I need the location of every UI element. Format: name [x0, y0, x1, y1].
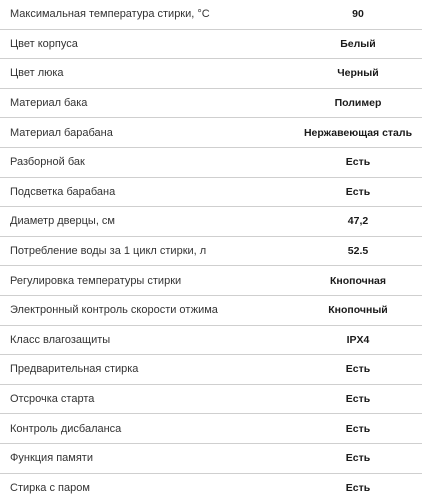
spec-label: Отсрочка старта — [0, 393, 298, 405]
spec-label: Предварительная стирка — [0, 363, 298, 375]
spec-row — [0, 385, 422, 415]
spec-value: Есть — [298, 156, 422, 168]
spec-label: Класс влагозащиты — [0, 334, 298, 346]
spec-label: Электронный контроль скорости отжима — [0, 304, 298, 316]
spec-row — [0, 326, 422, 356]
spec-row — [0, 207, 422, 237]
spec-row — [0, 89, 422, 119]
spec-label: Максимальная температура стирки, °С — [0, 8, 298, 20]
spec-row — [0, 0, 422, 30]
spec-row — [0, 266, 422, 296]
spec-row — [0, 414, 422, 444]
spec-value: 90 — [298, 8, 422, 20]
spec-value: Черный — [298, 67, 422, 79]
spec-label: Материал бака — [0, 97, 298, 109]
spec-row — [0, 178, 422, 208]
spec-value: Есть — [298, 363, 422, 375]
spec-label: Стирка с паром — [0, 482, 298, 494]
spec-row — [0, 59, 422, 89]
spec-label: Потребление воды за 1 цикл стирки, л — [0, 245, 298, 257]
spec-value: Нержавеющая сталь — [298, 127, 422, 139]
spec-value: IPX4 — [298, 334, 422, 346]
spec-row — [0, 148, 422, 178]
spec-row — [0, 355, 422, 385]
spec-label: Диаметр дверцы, см — [0, 215, 298, 227]
spec-value: Белый — [298, 38, 422, 50]
spec-label: Регулировка температуры стирки — [0, 275, 298, 287]
spec-label: Цвет люка — [0, 67, 298, 79]
spec-value: 52.5 — [298, 245, 422, 257]
spec-value: Есть — [298, 482, 422, 494]
spec-label: Цвет корпуса — [0, 38, 298, 50]
spec-row — [0, 444, 422, 474]
spec-value: Есть — [298, 452, 422, 464]
spec-value: Есть — [298, 393, 422, 405]
spec-value: Кнопочная — [298, 275, 422, 287]
spec-label: Контроль дисбаланса — [0, 423, 298, 435]
spec-value: Полимер — [298, 97, 422, 109]
spec-label: Функция памяти — [0, 452, 298, 464]
spec-label: Подсветка барабана — [0, 186, 298, 198]
spec-value: Есть — [298, 186, 422, 198]
spec-value: Кнопочный — [298, 304, 422, 316]
spec-value: Есть — [298, 423, 422, 435]
spec-label: Материал барабана — [0, 127, 298, 139]
spec-value: 47,2 — [298, 215, 422, 227]
spec-label: Разборной бак — [0, 156, 298, 168]
spec-row — [0, 296, 422, 326]
spec-row — [0, 30, 422, 60]
spec-row — [0, 118, 422, 148]
spec-row — [0, 237, 422, 267]
